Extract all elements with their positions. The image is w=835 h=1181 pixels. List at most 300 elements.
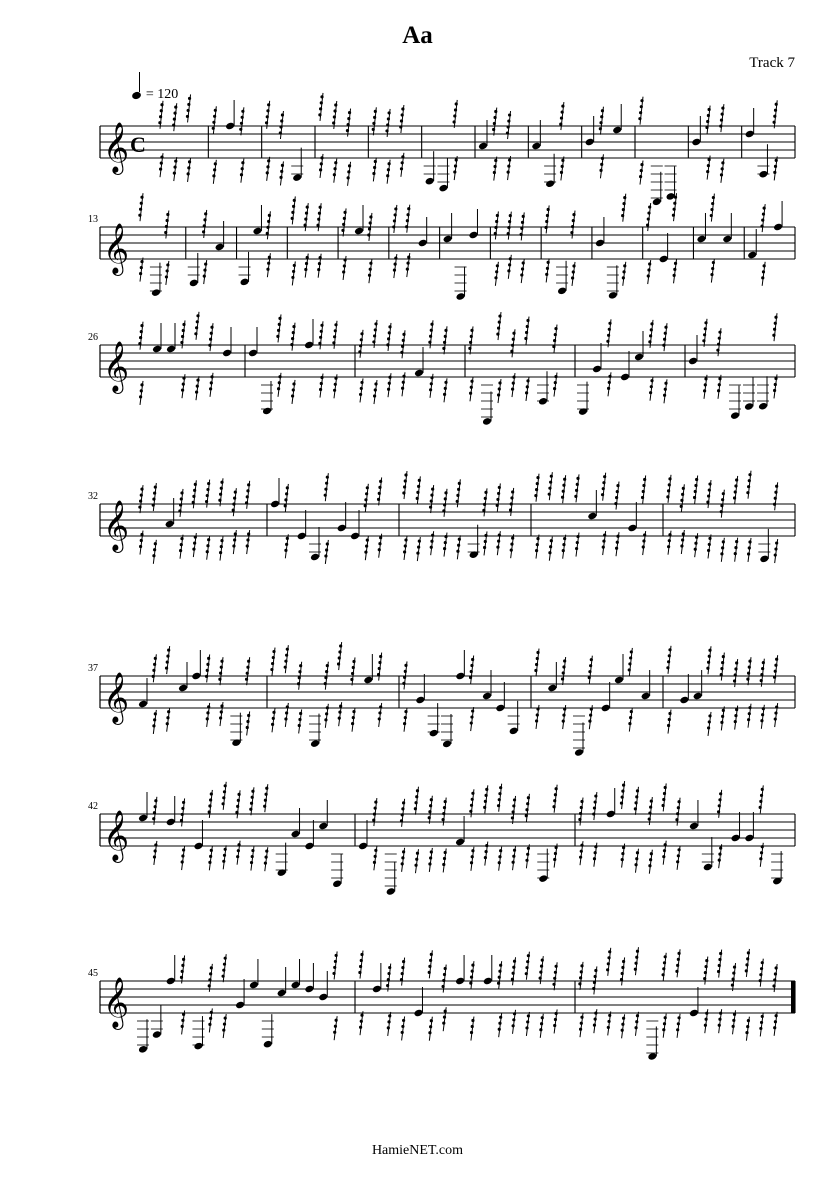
rest-dot [224, 1016, 227, 1019]
rest-dot [365, 492, 368, 495]
rest-dot [181, 970, 184, 973]
rest-dot [512, 804, 515, 807]
rest-dot [760, 225, 763, 228]
rest-dot [364, 551, 367, 554]
rest-dot [553, 1024, 556, 1027]
rest-dot [650, 799, 653, 802]
rest-dot [317, 268, 320, 271]
rest-dot [673, 202, 676, 205]
rest-dot [513, 849, 516, 852]
rest-dot [593, 981, 596, 984]
rest-dot [759, 979, 762, 982]
rest-dot [208, 804, 211, 807]
rest-dot [299, 664, 302, 667]
rest-dot [266, 226, 269, 229]
rest-dot [599, 127, 602, 130]
rest-dot [512, 966, 515, 969]
rest-dot [616, 535, 619, 538]
rest-dot [647, 268, 650, 271]
rest-dot [386, 174, 389, 177]
rest-dot [552, 805, 555, 808]
rest-dot [222, 969, 225, 972]
rest-dot [694, 542, 697, 545]
rest-dot [734, 484, 737, 487]
rest-dot [247, 714, 250, 717]
rest-dot [443, 547, 446, 550]
rest-dot [181, 854, 184, 857]
rest-dot [493, 171, 496, 174]
rest-dot [594, 975, 597, 978]
rest-dot [580, 1022, 583, 1025]
rest-dot [319, 388, 322, 391]
rest-dot [498, 381, 501, 384]
rest-dot [346, 129, 349, 132]
rest-dot [291, 211, 294, 214]
rest-dot [358, 971, 361, 974]
rest-dot [250, 802, 253, 805]
rest-dot [277, 387, 280, 390]
rest-dot [589, 664, 592, 667]
rest-dot [415, 795, 418, 798]
rest-dot [663, 792, 666, 795]
rest-dot [182, 1013, 185, 1016]
rest-dot [223, 963, 226, 966]
rest-dot [601, 493, 604, 496]
rest-dot [292, 205, 295, 208]
rest-dot [589, 714, 592, 717]
rest-dot [246, 672, 249, 675]
rest-dot [160, 162, 163, 165]
rest-dot [181, 1019, 184, 1022]
rest-dot [498, 861, 501, 864]
rest-dot [663, 1022, 666, 1025]
rest-dot [539, 977, 542, 980]
rest-dot [401, 966, 404, 969]
rest-dot [666, 495, 669, 498]
rest-dot [495, 270, 498, 273]
rest-dot [628, 722, 631, 725]
rest-dot [718, 1024, 721, 1027]
rest-dot [430, 850, 433, 853]
rest-dot [534, 494, 537, 497]
rest-dot [721, 661, 724, 664]
rest-dot [320, 324, 323, 327]
rest-dot [717, 970, 720, 973]
rest-dot [374, 806, 377, 809]
rest-dot [483, 503, 486, 506]
rest-dot [444, 329, 447, 332]
rest-dot [444, 535, 447, 538]
rest-dot [562, 665, 565, 668]
rest-dot [664, 843, 667, 846]
rest-dot [387, 388, 390, 391]
rest-dot [154, 542, 157, 545]
rest-dot [202, 230, 205, 233]
rest-dot [192, 495, 195, 498]
rest-dot [338, 650, 341, 653]
rest-dot [403, 550, 406, 553]
rest-dot [417, 545, 420, 548]
rest-dot [710, 273, 713, 276]
rest-dot [662, 967, 665, 970]
rest-dot [622, 846, 625, 849]
rest-dot [704, 1024, 707, 1027]
rest-dot [246, 495, 249, 498]
rest-dot [512, 855, 515, 858]
rest-dot [731, 983, 734, 986]
rest-dot [760, 719, 763, 722]
rest-dot [548, 493, 551, 496]
rest-dot [341, 229, 344, 232]
rest-dot [374, 800, 377, 803]
rest-dot [734, 673, 737, 676]
rest-dot [458, 538, 461, 541]
rest-dot [526, 853, 529, 856]
rest-dot [511, 344, 514, 347]
rest-dot [668, 477, 671, 480]
rest-dot [379, 705, 382, 708]
rest-dot [167, 710, 170, 713]
rest-dot [702, 339, 705, 342]
rest-dot [334, 103, 337, 106]
rest-dot [454, 164, 457, 167]
rest-dot [509, 508, 512, 511]
rest-dot [553, 339, 556, 342]
rest-dot [180, 543, 183, 546]
rest-dot [430, 546, 433, 549]
rest-dot [205, 500, 208, 503]
rest-dot [388, 382, 391, 385]
rest-dot [335, 1019, 338, 1022]
rest-dot [498, 387, 501, 390]
rest-dot [545, 273, 548, 276]
rest-dot [759, 806, 762, 809]
rest-dot [364, 504, 367, 507]
rest-dot [734, 546, 737, 549]
rest-dot [343, 217, 346, 220]
rest-dot [772, 984, 775, 987]
rest-dot [650, 852, 653, 855]
rest-dot [553, 977, 556, 980]
rest-dot [208, 344, 211, 347]
rest-dot [430, 1019, 433, 1022]
rest-dot [386, 123, 389, 126]
rest-dot [703, 333, 706, 336]
rest-dot [166, 716, 169, 719]
rest-dot [159, 168, 162, 171]
rest-dot [762, 707, 765, 710]
rest-dot [718, 798, 721, 801]
rest-dot [154, 843, 157, 846]
rest-dot [429, 1025, 432, 1028]
rest-dot [579, 976, 582, 979]
rest-dot [507, 226, 510, 229]
rest-dot [615, 496, 618, 499]
rest-dot [541, 959, 544, 962]
rest-dot [498, 1022, 501, 1025]
rest-dot [350, 678, 353, 681]
rest-dot [332, 972, 335, 975]
rest-dot [326, 664, 329, 667]
rest-dot [668, 654, 671, 657]
rest-dot [636, 1014, 639, 1017]
rest-dot [378, 717, 381, 720]
rest-dot [470, 804, 473, 807]
rest-dot [352, 660, 355, 663]
rest-dot [634, 863, 637, 866]
rest-dot [650, 379, 653, 382]
rest-dot [642, 490, 645, 493]
rest-dot [470, 715, 473, 718]
rest-dot [246, 538, 249, 541]
rest-dot [704, 321, 707, 324]
rest-dot [471, 792, 474, 795]
rest-dot [640, 163, 643, 166]
rest-dot [676, 964, 679, 967]
rest-dot [593, 1024, 596, 1027]
rest-dot [285, 492, 288, 495]
rest-dot [498, 1028, 501, 1031]
rest-dot [718, 859, 721, 862]
rest-dot [222, 860, 225, 863]
rest-dot [442, 863, 445, 866]
rest-dot [623, 264, 626, 267]
rest-dot [319, 336, 322, 339]
rest-dot [470, 670, 473, 673]
rest-dot [208, 984, 211, 987]
rest-dot [634, 1026, 637, 1029]
rest-dot [187, 166, 190, 169]
rest-dot [677, 806, 680, 809]
rest-dot [444, 851, 447, 854]
rest-dot [748, 712, 751, 715]
rest-dot [641, 496, 644, 499]
rest-dot [378, 492, 381, 495]
rest-dot [484, 856, 487, 859]
rest-dot [284, 660, 287, 663]
rest-dot [209, 338, 212, 341]
rest-dot [649, 805, 652, 808]
rest-dot [561, 677, 564, 680]
rest-dot [575, 547, 578, 550]
rest-dot [333, 335, 336, 338]
rest-dot [442, 818, 445, 821]
rest-dot [239, 128, 242, 131]
rest-dot [561, 110, 564, 113]
rest-dot [732, 1025, 735, 1028]
rest-dot [664, 332, 667, 335]
rest-dot [334, 323, 337, 326]
rest-dot [338, 717, 341, 720]
rest-dot [237, 843, 240, 846]
rest-dot [374, 382, 377, 385]
rest-dot [154, 485, 157, 488]
rest-dot [206, 717, 209, 720]
rest-dot [138, 214, 141, 217]
rest-dot [187, 109, 190, 112]
rest-dot [223, 1022, 226, 1025]
rest-dot [402, 491, 405, 494]
rest-dot [152, 675, 155, 678]
rest-dot [535, 549, 538, 552]
rest-dot [734, 667, 737, 670]
rest-dot [404, 479, 407, 482]
rest-dot [416, 852, 419, 855]
rest-dot [539, 1028, 542, 1031]
rest-dot [668, 648, 671, 651]
rest-dot [554, 852, 557, 855]
rest-dot [247, 483, 250, 486]
rest-dot [140, 266, 143, 269]
rest-dot [601, 157, 604, 160]
rest-dot [525, 966, 528, 969]
rest-dot [401, 813, 404, 816]
rest-dot [761, 788, 764, 791]
rest-dot [522, 215, 525, 218]
rest-dot [708, 488, 711, 491]
rest-dot [664, 955, 667, 958]
rest-dot [774, 316, 777, 319]
rest-dot [153, 855, 156, 858]
rest-dot [578, 818, 581, 821]
rest-dot [635, 795, 638, 798]
rest-dot [748, 479, 751, 482]
rest-dot [267, 220, 270, 223]
rest-dot [773, 503, 776, 506]
rest-dot [648, 262, 651, 265]
rest-dot [152, 669, 155, 672]
rest-dot [667, 489, 670, 492]
rest-dot [520, 227, 523, 230]
rest-dot [209, 387, 212, 390]
rest-dot [594, 1018, 597, 1021]
rest-dot [606, 340, 609, 343]
rest-dot [324, 676, 327, 679]
rest-dot [284, 666, 287, 669]
rest-dot [152, 817, 155, 820]
rest-dot [333, 173, 336, 176]
rest-dot [378, 661, 381, 664]
rest-dot [245, 678, 248, 681]
rest-dot [536, 537, 539, 540]
rest-dot [593, 857, 596, 860]
rest-dot [511, 816, 514, 819]
rest-dot [712, 196, 715, 199]
rest-dot [193, 489, 196, 492]
measure-number: 32 [88, 491, 98, 502]
rest-dot [373, 334, 376, 337]
rest-dot [554, 327, 557, 330]
rest-dot [746, 491, 749, 494]
rest-dot [703, 389, 706, 392]
rest-dot [378, 486, 381, 489]
rest-dot [186, 115, 189, 118]
rest-dot [343, 264, 346, 267]
rest-dot [546, 267, 549, 270]
rest-dot [180, 537, 183, 540]
rest-dot [388, 1014, 391, 1017]
rest-dot [574, 495, 577, 498]
rest-dot [629, 656, 632, 659]
rest-dot [525, 391, 528, 394]
rest-dot [579, 812, 582, 815]
rest-dot [471, 1025, 474, 1028]
rest-dot [360, 953, 363, 956]
rest-dot [526, 319, 529, 322]
rest-dot [210, 326, 213, 329]
rest-dot [414, 864, 417, 867]
rest-dot [210, 375, 213, 378]
rest-dot [747, 485, 750, 488]
rest-dot [499, 849, 502, 852]
rest-dot [387, 978, 390, 981]
rest-dot [206, 494, 209, 497]
rest-dot [210, 1011, 213, 1014]
rest-dot [406, 267, 409, 270]
rest-dot [704, 383, 707, 386]
rest-dot [511, 388, 514, 391]
rest-dot [237, 799, 240, 802]
rest-dot [442, 1022, 445, 1025]
rest-dot [266, 232, 269, 235]
rest-dot [139, 545, 142, 548]
rest-dot [379, 480, 382, 483]
rest-dot [444, 381, 447, 384]
rest-dot [429, 804, 432, 807]
rest-dot [180, 341, 183, 344]
rest-dot [647, 217, 650, 220]
rest-dot [401, 155, 404, 158]
rest-dot [561, 104, 564, 107]
rest-dot [588, 720, 591, 723]
rest-dot [592, 987, 595, 990]
rest-dot [571, 225, 574, 228]
rest-dot [304, 218, 307, 221]
rest-dot [718, 377, 721, 380]
rest-dot [428, 862, 431, 865]
rest-dot [388, 111, 391, 114]
rest-dot [343, 211, 346, 214]
rest-dot [575, 489, 578, 492]
rest-dot [152, 497, 155, 500]
rest-dot [559, 122, 562, 125]
rest-dot [219, 672, 222, 675]
rest-dot [499, 786, 502, 789]
rest-dot [562, 549, 565, 552]
rest-dot [333, 109, 336, 112]
rest-dot [774, 547, 777, 550]
rest-dot [680, 505, 683, 508]
rest-dot [774, 711, 777, 714]
rest-dot [442, 812, 445, 815]
rest-dot [594, 800, 597, 803]
measure-number: 37 [88, 663, 98, 674]
rest-dot [406, 261, 409, 264]
rest-dot [428, 1031, 431, 1034]
rest-dot [399, 125, 402, 128]
rest-dot [266, 115, 269, 118]
rest-dot [139, 208, 142, 211]
rest-dot [695, 536, 698, 539]
rest-dot [430, 382, 433, 385]
rest-dot [373, 812, 376, 815]
rest-dot [773, 676, 776, 679]
rest-dot [181, 389, 184, 392]
rest-dot [649, 391, 652, 394]
rest-dot [526, 1020, 529, 1023]
rest-dot [209, 1017, 212, 1020]
rest-dot [210, 792, 213, 795]
